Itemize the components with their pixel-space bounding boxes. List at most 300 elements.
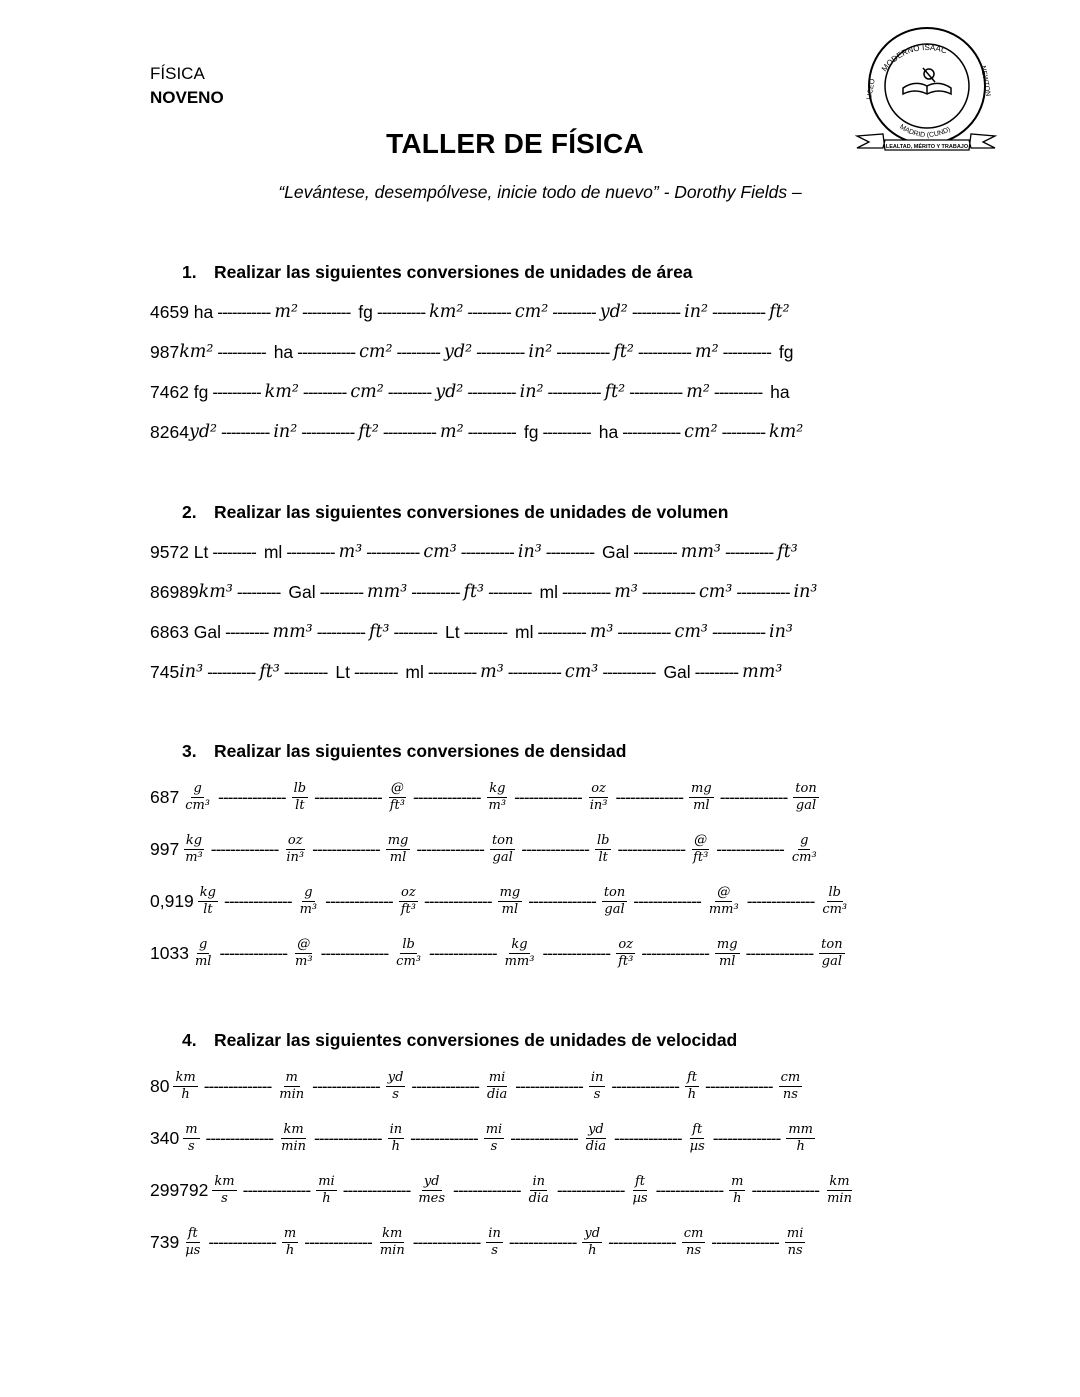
section-volume [150, 502, 950, 692]
unit-numerator: in [590, 1069, 604, 1085]
unit-symbol: in³ [793, 582, 818, 602]
unit-numerator: oz [591, 780, 606, 796]
unit-denominator: ns [787, 1242, 803, 1258]
unit-numerator: kg [199, 884, 216, 900]
unit-symbol: yd² [599, 302, 628, 322]
unit-symbol: mm³ [272, 622, 313, 642]
blank-line: -------------- [412, 786, 481, 807]
unit-fraction [282, 1226, 298, 1259]
unit-fraction [584, 1122, 608, 1155]
blank-line: ---------- [467, 381, 516, 402]
blank-line: -------------- [312, 1075, 380, 1096]
unit-symbol: ft³ [368, 622, 390, 642]
blank-line: -------------- [423, 890, 492, 911]
blank-line: ----------- [736, 581, 790, 602]
value-text: 86989 [150, 581, 199, 602]
blank-line: ---------- [631, 301, 681, 322]
unit-denominator: lt [203, 901, 213, 917]
blank-line: -------------- [746, 890, 815, 911]
unit-fraction [183, 781, 212, 814]
unit-symbol: ft³ [463, 582, 485, 602]
unit-fraction [485, 1070, 509, 1103]
blank-line: -------------- [218, 786, 286, 807]
blank-line: -------------- [510, 1127, 578, 1148]
section-title [182, 502, 950, 532]
unit-denominator: h [391, 1138, 401, 1154]
unit-numerator: lb [293, 780, 307, 796]
unit-denominator: s [490, 1138, 498, 1154]
blank-line: ----------- [712, 301, 766, 322]
unit-denominator: min [281, 1138, 306, 1154]
unit-fraction [498, 885, 523, 918]
section-title-text: Realizar las siguientes conversiones de unidades de velocidad [214, 1030, 738, 1050]
unit-fraction [173, 1070, 197, 1103]
unit-fraction [793, 781, 818, 814]
blank-line: -------------- [410, 1127, 478, 1148]
unit-symbol: m² [686, 382, 710, 402]
blank-line: --------- [319, 581, 364, 602]
value-text: 9572 Lt [150, 541, 209, 562]
unit-fraction [595, 833, 611, 866]
unit-fraction [819, 937, 844, 970]
unit-numerator: ft [187, 1225, 198, 1241]
blank-line: -------------- [304, 1231, 372, 1252]
unit-symbol: cm³ [423, 542, 457, 562]
blank-line: ----------- [547, 381, 601, 402]
unit-denominator: µs [689, 1138, 705, 1154]
blank-line: ----------- [366, 541, 420, 562]
blank-line: --------- [396, 341, 440, 362]
blank-line: ----------- [217, 301, 271, 322]
unit-numerator: mg [716, 936, 738, 952]
unit-denominator: s [188, 1138, 195, 1154]
unit-symbol: km² [179, 342, 214, 362]
unit-denominator: ft³ [400, 901, 416, 917]
unit-fraction [490, 833, 515, 866]
unit-denominator: h [181, 1086, 190, 1102]
unit-denominator: mm³ [504, 953, 535, 969]
unit-fraction [416, 1174, 447, 1207]
blank-line: -------------- [416, 838, 484, 859]
blank-line: ---------- [537, 621, 586, 642]
unit-numerator: in [488, 1225, 501, 1241]
blank-line: ----------- [460, 541, 514, 562]
unit-symbol: yd² [188, 422, 218, 442]
unit-fraction [785, 1226, 806, 1259]
blank-line: ---------- [286, 541, 335, 562]
blank-line: ----------- [301, 421, 355, 442]
page-title: TALLER DE FÍSICA [386, 128, 644, 159]
conversion-row [150, 875, 950, 927]
unit-symbol: ft³ [777, 542, 798, 562]
unit-numerator: m [731, 1173, 744, 1189]
blank-line: ---------- [207, 661, 256, 682]
unit-denominator: dia [585, 1138, 607, 1154]
unit-fraction [279, 1122, 308, 1155]
blank-line: -------------- [314, 786, 382, 807]
value-text: 299792 [150, 1179, 209, 1200]
blank-line: --------- [467, 301, 511, 322]
unit-fraction [820, 885, 849, 918]
value-text: 8264 [150, 421, 189, 442]
blank-line: ------------ [297, 341, 356, 362]
unit-symbol: cm² [684, 422, 718, 442]
grade-label: NOVENO [150, 88, 224, 107]
unit-denominator: s [593, 1086, 601, 1102]
blank-line: --------- [393, 621, 437, 642]
conversion-row [150, 412, 950, 452]
unit-fraction [378, 1226, 407, 1259]
blank-line: -------------- [617, 838, 686, 859]
blank-line: ----------- [617, 621, 671, 642]
unit-denominator: cm³ [791, 849, 817, 865]
blank-line: -------------- [203, 1075, 272, 1096]
unit-symbol: mm³ [680, 542, 721, 562]
value-text: 6863 Gal [150, 621, 222, 642]
blank-line: -------------- [242, 1179, 311, 1200]
section-title [182, 741, 950, 771]
blank-line: -------------- [705, 1075, 773, 1096]
unit-symbol: ft² [769, 302, 790, 322]
blank-line: ---------- [476, 341, 525, 362]
unit-denominator: m³ [488, 797, 507, 813]
unit-denominator: min [279, 1086, 305, 1102]
unit-numerator: m [283, 1225, 297, 1241]
unit-symbol: ft² [613, 342, 634, 362]
unit-fraction [277, 1070, 306, 1103]
unit-symbol: km² [264, 382, 299, 402]
unit-numerator: g [199, 936, 208, 952]
unit-symbol: in² [684, 302, 708, 322]
conversion-row [150, 823, 950, 875]
unit-fraction [503, 937, 537, 970]
unit-fraction [779, 1070, 803, 1103]
section-density [150, 741, 950, 979]
unit-numerator: km [175, 1069, 196, 1085]
blank-line: -------------- [712, 1127, 781, 1148]
value-text: ha [598, 421, 619, 442]
unit-numerator: m [185, 1121, 198, 1137]
unit-symbol: km² [429, 302, 464, 322]
blank-line: ----------- [382, 421, 436, 442]
value-text: Gal [288, 581, 316, 602]
blank-line: -------------- [514, 786, 582, 807]
unit-symbol: yd² [443, 342, 473, 362]
blank-line: ---------- [467, 421, 516, 442]
unit-denominator: m³ [295, 953, 313, 969]
unit-fraction [486, 1226, 503, 1259]
unit-numerator: km [214, 1173, 235, 1189]
unit-numerator: kg [489, 780, 506, 796]
unit-symbol: m³ [589, 622, 614, 642]
unit-symbol: in³ [179, 662, 204, 682]
unit-numerator: oz [401, 884, 416, 900]
unit-symbol: m³ [338, 542, 363, 562]
value-text: ml [263, 541, 283, 562]
unit-fraction [825, 1174, 854, 1207]
svg-text:MADRID (CUND) [898, 124, 952, 139]
blank-line: -------------- [313, 1127, 382, 1148]
section-title [182, 262, 950, 292]
value-text: 7462 fg [150, 381, 209, 402]
unit-denominator: cm³ [822, 901, 848, 917]
unit-numerator: ft [634, 1173, 646, 1189]
unit-numerator: mg [499, 884, 521, 900]
conversion-row [150, 1216, 950, 1268]
value-text: 80 [150, 1075, 170, 1096]
unit-denominator: gal [604, 901, 625, 917]
conversion-row [150, 572, 950, 612]
value-text: fg [523, 421, 539, 442]
value-text: fg [358, 301, 373, 322]
blank-line: ---------- [212, 381, 261, 402]
blank-line: -------------- [325, 890, 393, 911]
blank-line: -------------- [633, 890, 701, 911]
unit-symbol: mm³ [742, 662, 783, 682]
blank-line: -------------- [453, 1179, 521, 1200]
unit-denominator: cm³ [396, 953, 421, 969]
value-text: ml [515, 621, 534, 642]
unit-numerator: km [829, 1173, 850, 1189]
unit-numerator: @ [717, 884, 731, 900]
unit-symbol: cm³ [674, 622, 708, 642]
unit-fraction [602, 885, 627, 918]
blank-line: ---------- [411, 581, 460, 602]
value-text: 340 [150, 1127, 180, 1148]
unit-fraction [487, 781, 509, 814]
unit-fraction [399, 885, 418, 918]
blank-line: --------- [302, 381, 347, 402]
blank-line: --------- [694, 661, 739, 682]
blank-line: --------- [353, 661, 398, 682]
blank-line: ----------- [641, 581, 695, 602]
unit-denominator: cm³ [185, 797, 211, 813]
unit-denominator: dia [528, 1190, 549, 1206]
unit-denominator: gal [795, 797, 817, 813]
unit-fraction [715, 937, 740, 970]
unit-numerator: @ [297, 936, 311, 952]
unit-symbol: in³ [769, 622, 793, 642]
blank-line: -------------- [515, 1075, 583, 1096]
conversion-row [150, 1060, 950, 1112]
unit-fraction [691, 833, 710, 866]
unit-numerator: ft [692, 1121, 703, 1137]
unit-fraction [388, 1122, 405, 1155]
unit-numerator: g [193, 780, 202, 796]
unit-denominator: s [491, 1242, 498, 1258]
section-title [182, 1030, 950, 1060]
unit-numerator: mg [387, 832, 409, 848]
blank-line: ----------- [556, 341, 610, 362]
unit-denominator: s [221, 1190, 228, 1206]
unit-fraction [689, 781, 714, 814]
unit-numerator: yd [588, 1121, 604, 1137]
unit-fraction [316, 1174, 337, 1207]
unit-symbol: km² [769, 422, 804, 442]
value-text: 987 [150, 341, 180, 362]
unit-denominator: ml [194, 953, 212, 969]
blank-line: ---------- [217, 341, 266, 362]
quote: “Levántese, desempólvese, inicie todo de nuevo” - Dorothy Fields – [278, 182, 802, 202]
unit-denominator: µs [185, 1242, 201, 1258]
blank-line: --------- [488, 581, 532, 602]
unit-denominator: h [687, 1086, 697, 1102]
blank-line: --------- [236, 581, 281, 602]
unit-numerator: cm [683, 1225, 704, 1241]
blank-line: -------------- [615, 786, 684, 807]
unit-denominator: ft³ [693, 849, 709, 865]
unit-denominator: µs [632, 1190, 648, 1206]
unit-denominator: gal [492, 849, 513, 865]
conversion-row [150, 1164, 950, 1216]
unit-denominator: min [379, 1242, 405, 1258]
unit-symbol: m² [439, 422, 464, 442]
blank-line: -------------- [342, 1179, 411, 1200]
unit-denominator: ns [782, 1086, 798, 1102]
unit-fraction [682, 1226, 706, 1259]
unit-fraction [284, 833, 306, 866]
unit-numerator: in [532, 1173, 545, 1189]
unit-fraction [582, 1226, 602, 1259]
book-icon [903, 68, 951, 94]
unit-denominator: ft³ [389, 797, 405, 813]
unit-denominator: ns [685, 1242, 702, 1258]
unit-denominator: mes [418, 1190, 446, 1206]
unit-numerator: lb [402, 936, 415, 952]
blank-line: -------------- [641, 942, 709, 963]
blank-line: -------------- [320, 942, 389, 963]
unit-numerator: @ [694, 832, 708, 848]
unit-symbol: cm³ [699, 582, 733, 602]
value-text: 687 [150, 786, 180, 807]
blank-line: -------------- [521, 838, 589, 859]
unit-numerator: mi [786, 1225, 804, 1241]
unit-fraction [729, 1174, 745, 1207]
unit-denominator: h [322, 1190, 331, 1206]
unit-numerator: km [283, 1121, 304, 1137]
unit-fraction [589, 1070, 606, 1103]
blank-line: -------------- [208, 1231, 276, 1252]
unit-symbol: m² [695, 342, 719, 362]
unit-symbol: cm² [359, 342, 393, 362]
conversion-row [150, 372, 950, 412]
svg-text:MODERNO ISAAC [880, 43, 948, 73]
unit-numerator: mg [691, 780, 712, 796]
unit-fraction [685, 1070, 699, 1103]
section-title-text: Realizar las siguientes conversiones de unidades de volumen [214, 502, 729, 522]
blank-line: ---------- [561, 581, 611, 602]
blank-line: ---------- [376, 301, 426, 322]
unit-numerator: mi [488, 1069, 506, 1085]
unit-fraction [484, 1122, 505, 1155]
blank-line: ---------- [316, 621, 365, 642]
unit-numerator: km [382, 1225, 403, 1241]
unit-numerator: lb [828, 884, 841, 900]
unit-numerator: oz [287, 832, 303, 848]
unit-numerator: in [389, 1121, 403, 1137]
blank-line: ------------ [622, 421, 681, 442]
blank-line: -------------- [542, 942, 611, 963]
unit-fraction [707, 885, 741, 918]
unit-denominator: h [733, 1190, 742, 1206]
unit-symbol: cm² [514, 302, 549, 322]
seal-left-text: LICEO [866, 78, 877, 101]
blank-line: -------------- [412, 1231, 481, 1252]
unit-symbol: in² [519, 382, 544, 402]
section-number: 4. [182, 1030, 197, 1050]
blank-line: -------------- [711, 1231, 779, 1252]
unit-numerator: ft [686, 1069, 697, 1085]
motto-text: LEALTAD, MÉRITO Y TRABAJO [885, 144, 969, 150]
section-velocity [150, 1030, 950, 1268]
unit-denominator: ml [389, 849, 407, 865]
seal-right-text: NEWTON [979, 65, 992, 97]
blank-line: --------- [463, 621, 508, 642]
blank-line: --------- [283, 661, 328, 682]
value-text: ml [539, 581, 558, 602]
unit-fraction [527, 1174, 551, 1207]
blank-line: -------------- [205, 1127, 274, 1148]
conversion-row [150, 532, 950, 572]
conversion-row [150, 1112, 950, 1164]
unit-fraction [293, 937, 315, 970]
value-text: ha [273, 341, 294, 362]
unit-numerator: kg [511, 936, 528, 952]
blank-line: -------------- [224, 890, 292, 911]
unit-numerator: m [285, 1069, 298, 1085]
blank-line: --------- [225, 621, 269, 642]
unit-numerator: mi [485, 1121, 503, 1137]
unit-denominator: s [392, 1086, 399, 1102]
unit-symbol: m³ [480, 662, 504, 682]
conversion-row [150, 612, 950, 652]
value-text: Gal [602, 541, 630, 562]
subject-label: FÍSICA [150, 64, 205, 83]
unit-numerator: ton [795, 780, 817, 796]
value-text: ha [770, 381, 790, 402]
unit-fraction [790, 833, 819, 866]
unit-denominator: h [285, 1242, 295, 1258]
blank-line: -------------- [210, 838, 279, 859]
blank-line: -------------- [411, 1075, 479, 1096]
blank-line: -------------- [751, 1179, 820, 1200]
blank-line: -------------- [608, 1231, 676, 1252]
section-number: 3. [182, 741, 197, 761]
unit-denominator: dia [487, 1086, 508, 1102]
unit-symbol: ft² [604, 382, 626, 402]
unit-fraction [183, 1122, 199, 1155]
blank-line: ----------- [711, 621, 766, 642]
unit-denominator: ml [501, 901, 519, 917]
section-title-text: Realizar las siguientes conversiones de densidad [214, 741, 627, 761]
blank-line: ---------- [724, 541, 774, 562]
blank-line: ---------- [542, 421, 591, 442]
unit-symbol: in³ [517, 542, 542, 562]
unit-fraction [212, 1174, 236, 1207]
unit-fraction [386, 833, 411, 866]
blank-line: --------- [552, 301, 596, 322]
blank-line: -------------- [655, 1179, 724, 1200]
unit-denominator: h [796, 1138, 805, 1154]
unit-numerator: cm [780, 1069, 801, 1085]
blank-line: -------------- [508, 1231, 577, 1252]
unit-symbol: cm³ [564, 662, 599, 682]
blank-line: ---------- [713, 381, 763, 402]
unit-denominator: ft³ [618, 953, 634, 969]
value-text: 997 [150, 838, 180, 859]
unit-numerator: kg [185, 832, 203, 848]
unit-fraction [786, 1122, 815, 1155]
